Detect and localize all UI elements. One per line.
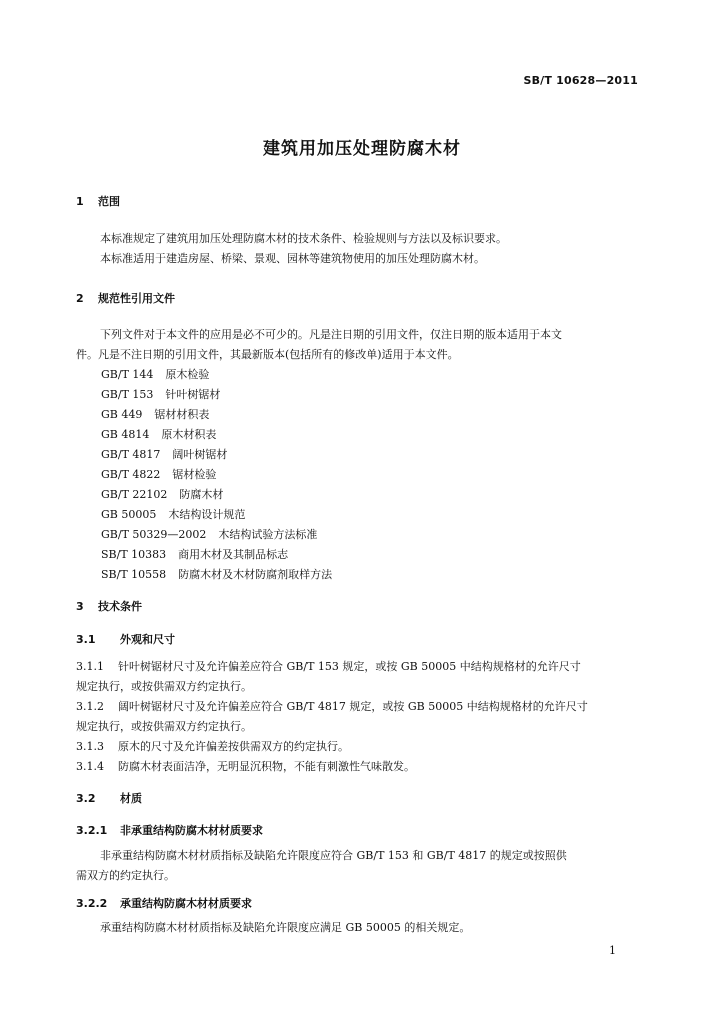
reference-name: 木结构设计规范	[168, 508, 246, 521]
clause-number: 3.1.3	[76, 740, 104, 753]
clause-text: 防腐木材表面洁净，无明显沉积物，不能有刺激性气味散发。	[118, 760, 415, 773]
section-2-intro-line-1: 下列文件对于本文件的应用是必不可少的。凡是注日期的引用文件，仅注日期的版本适用于本文	[100, 328, 562, 341]
clause-text: 阔叶树锯材尺寸及允许偏差应符合 GB/T 4817 规定，或按 GB 50005 中结构规格材的允许尺寸	[118, 700, 588, 713]
reference-name: 防腐木材	[179, 488, 224, 501]
reference-code: GB/T 4822	[101, 468, 161, 481]
section-title: 承重结构防腐木材材质要求	[120, 897, 252, 910]
reference-code: GB/T 4817	[101, 448, 161, 461]
reference-name: 原木材积表	[161, 428, 217, 441]
clause-3-1-1-line-2: 规定执行，或按供需双方约定执行。	[76, 680, 252, 693]
reference-name: 针叶树锯材	[165, 388, 221, 401]
section-3-2-2-heading	[76, 895, 252, 911]
clause-3-1-2-line-2: 规定执行，或按供需双方约定执行。	[76, 720, 252, 733]
clause-3-1-2-line-1	[76, 697, 636, 717]
clause-3-2-1-line-1: 非承重结构防腐木材材质指标及缺陷允许限度应符合 GB/T 153 和 GB/T 4817 的规定或按照供	[100, 849, 567, 862]
reference-code: GB/T 50329—2002	[101, 528, 207, 541]
reference-item	[101, 566, 332, 582]
reference-name: 防腐木材及木材防腐剂取样方法	[178, 568, 333, 581]
clause-number: 3.1.2	[76, 700, 104, 713]
clause-number: 3.1.1	[76, 660, 104, 673]
section-number: 3.2	[76, 792, 96, 805]
section-title: 非承重结构防腐木材材质要求	[120, 824, 263, 837]
clause-3-1-3	[76, 737, 636, 757]
reference-item	[101, 446, 227, 462]
page-number: 1	[609, 944, 616, 957]
clause-3-2-1-line-2: 需双方的约定执行。	[76, 869, 175, 882]
reference-code: SB/T 10558	[101, 568, 167, 581]
section-number: 3	[76, 600, 84, 613]
section-3-1-heading	[76, 631, 175, 647]
section-number: 3.2.1	[76, 824, 108, 837]
section-2-heading	[76, 290, 175, 306]
reference-name: 原木检验	[165, 368, 210, 381]
clause-text: 针叶树锯材尺寸及允许偏差应符合 GB/T 153 规定，或按 GB 50005 中结构规格材的允许尺寸	[118, 660, 581, 673]
section-3-heading	[76, 598, 142, 614]
section-1-paragraph-1: 本标准规定了建筑用加压处理防腐木材的技术条件、检验规则与方法以及标识要求。	[100, 232, 507, 245]
section-title: 范围	[98, 195, 120, 208]
reference-code: SB/T 10383	[101, 548, 167, 561]
reference-item	[101, 386, 220, 402]
reference-name: 阔叶树锯材	[172, 448, 228, 461]
section-3-2-heading	[76, 790, 142, 806]
reference-item	[101, 466, 216, 482]
reference-code: GB 449	[101, 408, 143, 421]
reference-name: 商用木材及其制品标志	[178, 548, 289, 561]
reference-name: 锯材检验	[172, 468, 217, 481]
section-1-paragraph-2: 本标准适用于建造房屋、桥梁、景观、园林等建筑物使用的加压处理防腐木材。	[100, 252, 485, 265]
reference-name: 木结构试验方法标准	[218, 528, 318, 541]
reference-code: GB 50005	[101, 508, 157, 521]
reference-item	[101, 546, 288, 562]
document-title: 建筑用加压处理防腐木材	[263, 139, 461, 159]
section-number: 1	[76, 195, 84, 208]
clause-3-2-2-text: 承重结构防腐木材材质指标及缺陷允许限度应满足 GB 50005 的相关规定。	[100, 921, 471, 934]
section-number: 3.1	[76, 633, 96, 646]
section-title: 技术条件	[98, 600, 142, 613]
reference-item	[101, 486, 223, 502]
clause-text: 原木的尺寸及允许偏差按供需双方的约定执行。	[118, 740, 349, 753]
clause-3-1-4	[76, 757, 636, 777]
section-2-intro-line-2: 件。凡是不注日期的引用文件，其最新版本(包括所有的修改单)适用于本文件。	[76, 348, 459, 361]
reference-code: GB/T 144	[101, 368, 154, 381]
section-number: 3.2.2	[76, 897, 108, 910]
reference-item	[101, 526, 317, 542]
reference-code: GB 4814	[101, 428, 150, 441]
reference-code: GB/T 153	[101, 388, 154, 401]
reference-item	[101, 506, 245, 522]
reference-item	[101, 426, 216, 442]
section-1-heading	[76, 193, 120, 209]
section-3-2-1-heading	[76, 822, 263, 838]
clause-number: 3.1.4	[76, 760, 104, 773]
section-number: 2	[76, 292, 84, 305]
section-title: 材质	[120, 792, 142, 805]
clause-3-1-1-line-1	[76, 657, 636, 677]
section-title: 规范性引用文件	[98, 292, 175, 305]
reference-item	[101, 366, 209, 382]
reference-name: 锯材材积表	[154, 408, 210, 421]
reference-code: GB/T 22102	[101, 488, 168, 501]
section-title: 外观和尺寸	[120, 633, 175, 646]
standard-number: SB/T 10628—2011	[523, 74, 638, 87]
reference-item	[101, 406, 209, 422]
